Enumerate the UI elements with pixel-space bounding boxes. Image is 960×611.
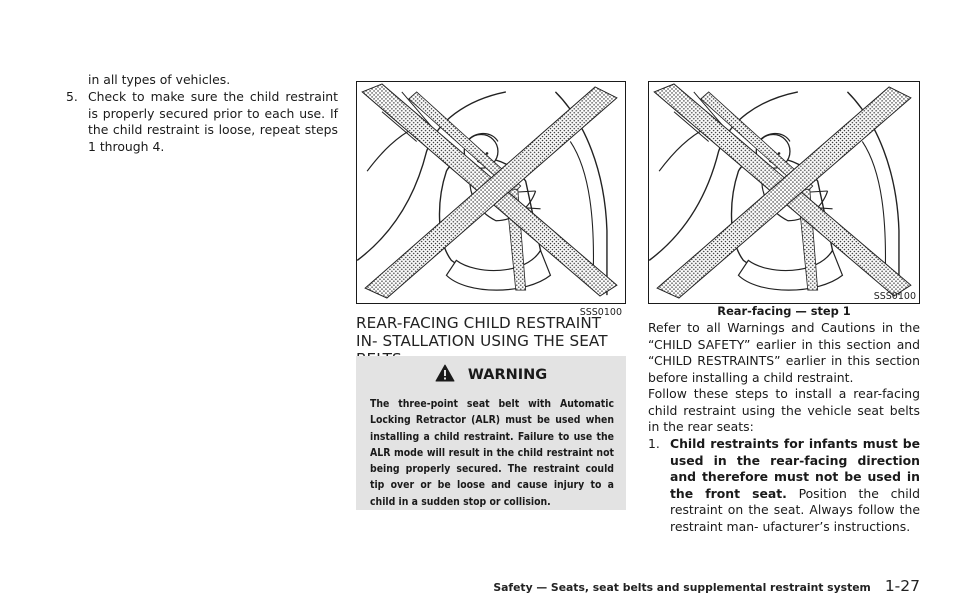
warning-text: The three-point seat belt with Automatic Locking Retractor (ALR) must be used when installing a child restraint. Failure to use the ALR mode will result in the child restraint not being properly secured. The restraint could tip over or be loose and cause injury to a child in a sudden stop or collision. xyxy=(370,398,614,508)
step-1 xyxy=(648,436,920,536)
rear-facing-step-1-illustration xyxy=(649,82,919,303)
figure-caption: Rear-facing — step 1 xyxy=(717,304,851,318)
step-1-number: 1. xyxy=(648,436,660,451)
warning-box xyxy=(356,356,626,510)
figure-code: SSS0100 xyxy=(873,291,916,302)
page-number: 1-27 xyxy=(884,577,920,595)
footer-section-title: Safety — Seats, seat belts and supplemental restraint system xyxy=(493,581,871,594)
page-footer xyxy=(493,576,920,595)
illustration-rear-facing-step-1 xyxy=(648,81,920,304)
step-1-regular-text: Position the child restraint on the seat. Always follow the restraint man- ufacturer’s instructions. xyxy=(670,485,920,534)
paragraph-refer: Refer to all Warnings and Cautions in the “CHILD SAFETY” earlier in this section and “CHILD RESTRAINTS” earlier in this section before installing a child restraint. xyxy=(648,320,920,385)
section-heading: REAR-FACING CHILD RESTRAINT IN- STALLATION USING THE SEAT xyxy=(356,314,608,350)
warning-header xyxy=(356,364,626,386)
step-5 xyxy=(66,89,338,155)
warning-triangle-icon xyxy=(435,364,455,386)
child-seat-crossed-out-illustration xyxy=(357,82,625,303)
paragraph-follow-steps: Follow these steps to install a rear-facing child restraint using the vehicle seat belts in the rear seats: xyxy=(648,386,920,435)
step-5-number: 5. xyxy=(66,89,78,104)
step-5-text: Check to make sure the child restraint is properly secured prior to each use. If the child restraint is loose, repeat steps 1 through 4. xyxy=(88,89,338,154)
warning-label: WARNING xyxy=(467,367,548,383)
figure-code: SSS0100 xyxy=(579,307,622,318)
continuation-text: in all types of vehicles. xyxy=(88,72,231,87)
illustration-child-seat-prohibited xyxy=(356,81,626,304)
step-1-text xyxy=(670,436,920,536)
step-1-bold-text: Child restraints for infants must be used in the rear-facing direction and therefore must not be used in the front seat. xyxy=(670,436,920,501)
